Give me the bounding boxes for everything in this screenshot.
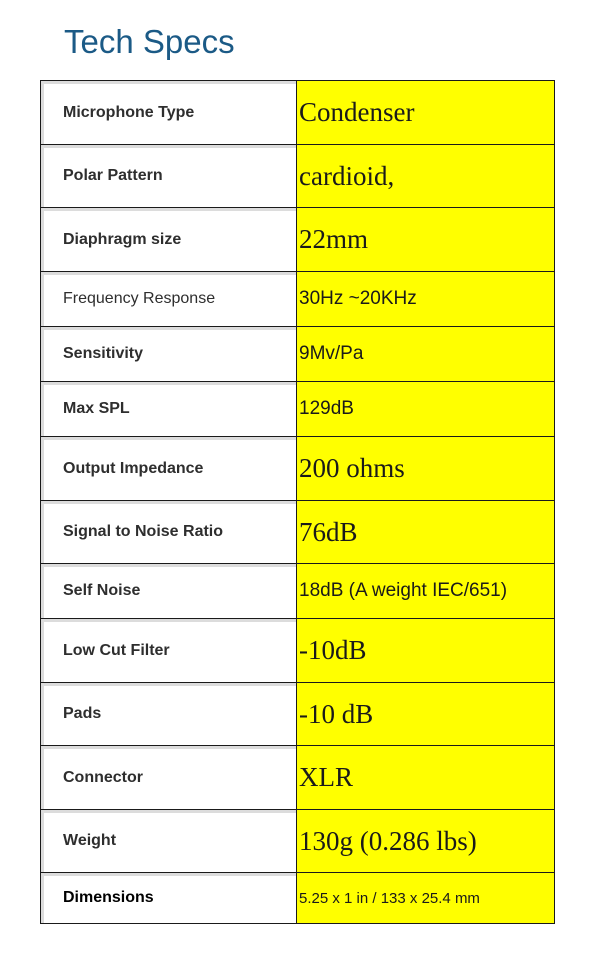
- spec-label: Microphone Type: [41, 81, 297, 145]
- spec-value: 22mm: [297, 208, 555, 272]
- page-title: Tech Specs: [64, 23, 235, 60]
- spec-value: cardioid,: [297, 145, 555, 208]
- table-row: [41, 208, 555, 272]
- spec-value: 5.25 x 1 in / 133 x 25.4 mm: [297, 873, 555, 924]
- spec-value: 9Mv/Pa: [297, 327, 555, 382]
- specs-table: [40, 80, 555, 924]
- spec-value: 18dB (A weight IEC/651): [297, 564, 555, 619]
- spec-label: Weight: [41, 810, 297, 873]
- spec-label: Self Noise: [41, 564, 297, 619]
- spec-value: XLR: [297, 746, 555, 810]
- table-row: [41, 873, 555, 924]
- spec-value: -10dB: [297, 619, 555, 683]
- spec-label: Pads: [41, 683, 297, 746]
- spec-value: 130g (0.286 lbs): [297, 810, 555, 873]
- table-row: [41, 619, 555, 683]
- table-row: [41, 564, 555, 619]
- spec-value: 129dB: [297, 382, 555, 437]
- spec-label: Max SPL: [41, 382, 297, 437]
- spec-label: Connector: [41, 746, 297, 810]
- table-row: [41, 327, 555, 382]
- table-row: [41, 437, 555, 501]
- spec-label: Sensitivity: [41, 327, 297, 382]
- table-row: [41, 382, 555, 437]
- table-row: [41, 810, 555, 873]
- table-row: [41, 501, 555, 564]
- table-row: [41, 272, 555, 327]
- spec-label: Output Impedance: [41, 437, 297, 501]
- spec-label: Frequency Response: [41, 272, 297, 327]
- table-row: [41, 746, 555, 810]
- spec-label: Low Cut Filter: [41, 619, 297, 683]
- table-row: [41, 145, 555, 208]
- spec-label: Polar Pattern: [41, 145, 297, 208]
- spec-value: 200 ohms: [297, 437, 555, 501]
- spec-value: 30Hz ~20KHz: [297, 272, 555, 327]
- spec-value: -10 dB: [297, 683, 555, 746]
- spec-label: Dimensions: [41, 873, 297, 924]
- table-row: [41, 683, 555, 746]
- spec-value: Condenser: [297, 81, 555, 145]
- spec-label: Diaphragm size: [41, 208, 297, 272]
- table-row: [41, 81, 555, 145]
- spec-value: 76dB: [297, 501, 555, 564]
- spec-label: Signal to Noise Ratio: [41, 501, 297, 564]
